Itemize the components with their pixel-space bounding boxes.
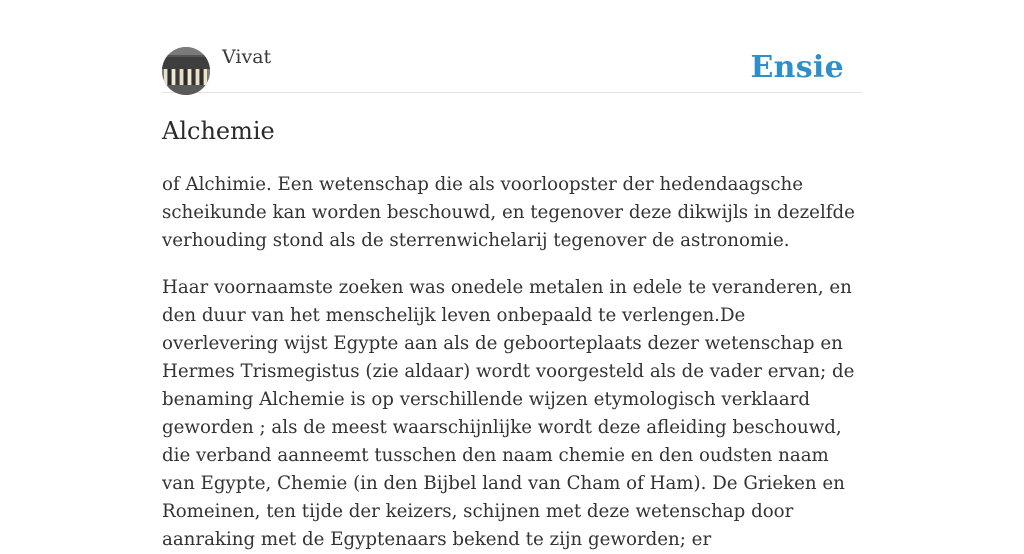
author-avatar[interactable] [162,47,210,95]
bookshelf-icon [162,47,210,95]
article-page [162,0,862,554]
article-header [162,0,862,93]
author-name[interactable]: Vivat [222,46,272,68]
article-paragraph: of Alchimie. Een wetenschap die als voorloopster der hedendaagsche scheikunde kan worden beschouwd, en tegenover deze dikwijls in dezelfde verhouding stond als de sterrenwichelarij tegenover de astronomie. [162,174,855,251]
article-title: Alchemie [162,117,275,145]
article-paragraph: Haar voornaamste zoeken was onedele metalen in edele te veranderen, en den duur van het menschelijk leven onbepaald te verlengen.De overlevering wijst Egypte aan als de geboorteplaats dezer wetenschap en Hermes Trismegistus (zie aldaar) wordt voorgesteld als de vader ervan; de benaming Alchemie is op verschillende wijzen etymologisch verklaard geworden ; als de meest waarschijnlijke wordt deze afleiding beschouwd, die verband aanneemt tusschen den naam chemie en den oudsten naam van Egypte, Chemie (in den Bijbel land van Cham of Ham). De Grieken en Romeinen, ten tijde der keizers, schijnen met deze wetenschap door aanraking met de Egyptenaars bekend te zijn geworden; er [162,277,855,550]
site-logo[interactable]: Ensie [750,50,844,85]
